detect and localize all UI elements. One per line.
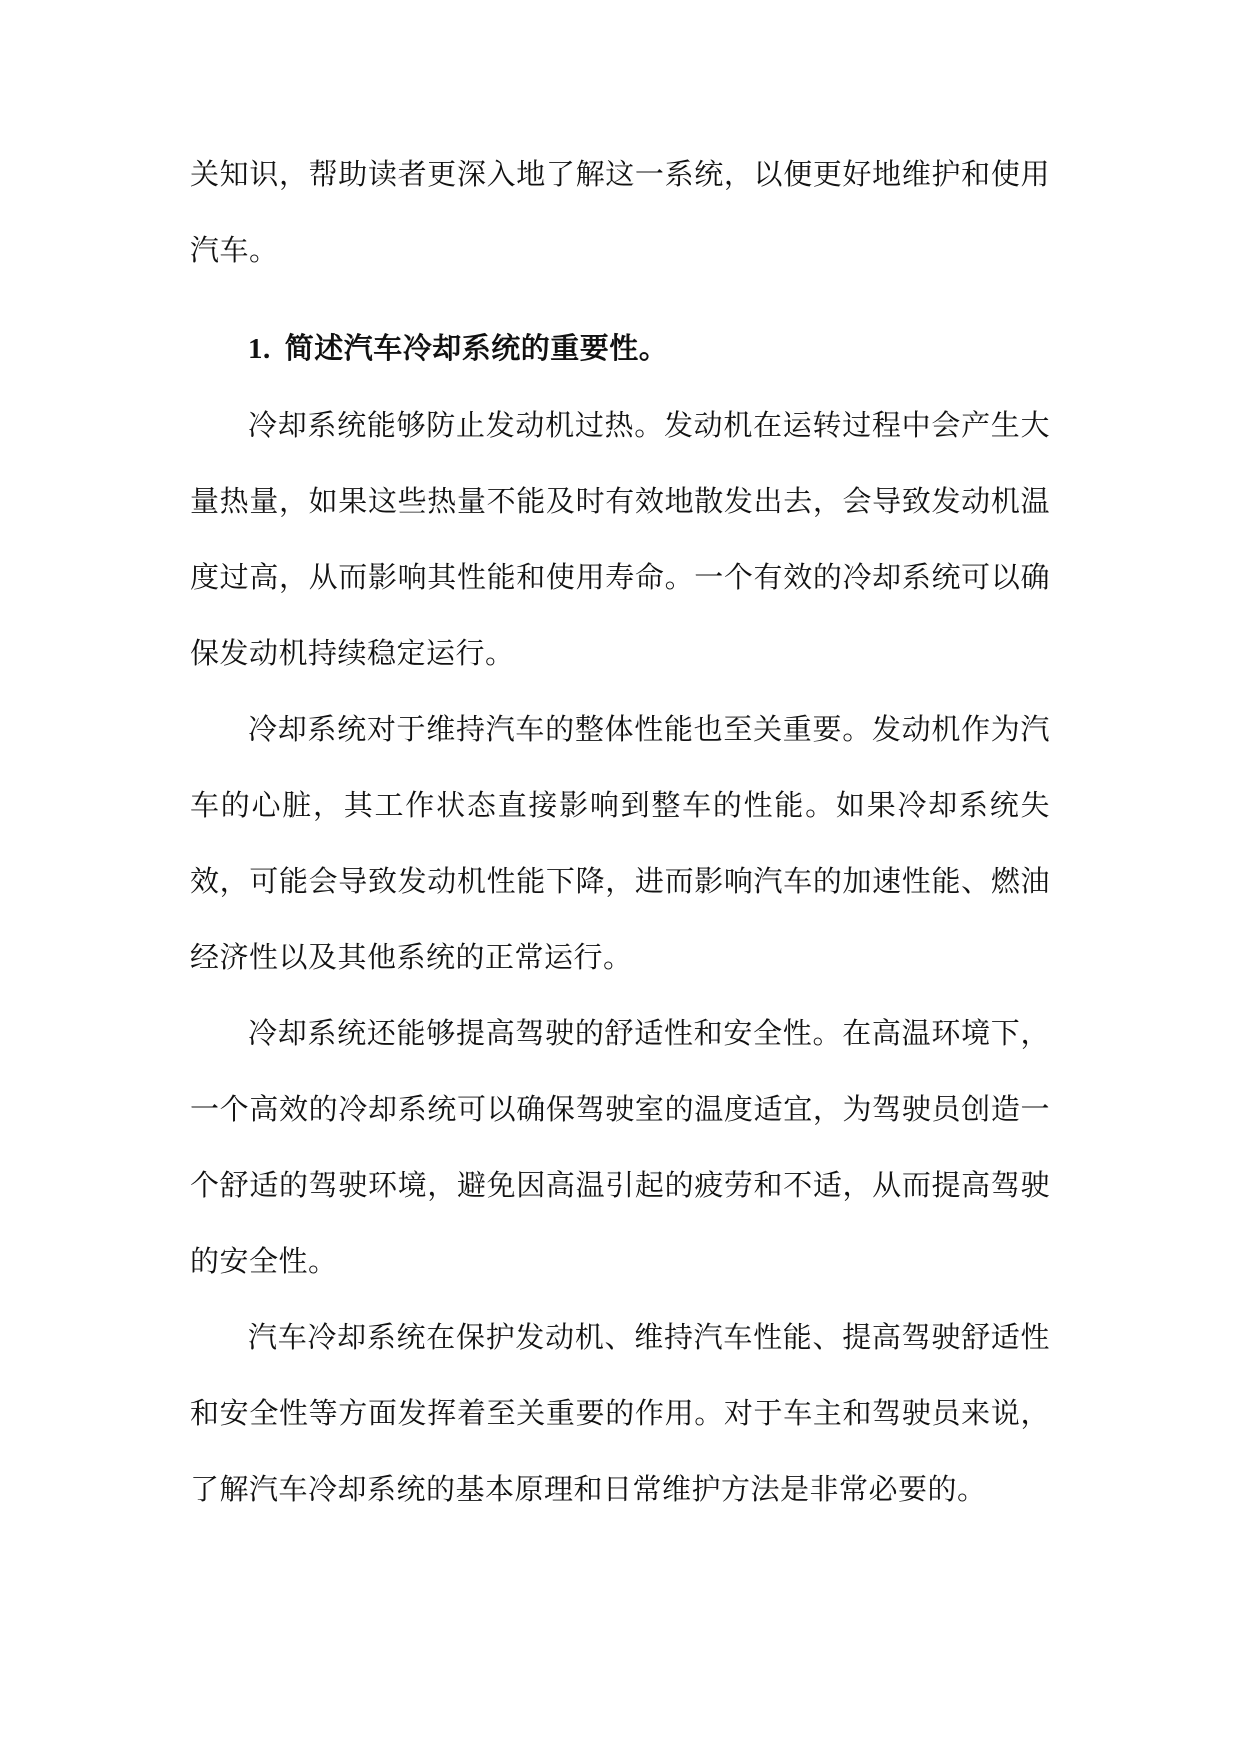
- document-body: [190, 136, 1050, 1527]
- body-paragraph-2: 冷却系统对于维持汽车的整体性能也至关重要。发动机作为汽车的心脏，其工作状态直接影响到整车的性能。如果冷却系统失效，可能会导致发动机性能下降，进而影响汽车的加速性能、燃油经济性以及其他系统的正常运行。: [190, 712, 1050, 974]
- section-number: 1.: [248, 333, 271, 365]
- body-paragraph-3: 冷却系统还能够提高驾驶的舒适性和安全性。在高温环境下，一个高效的冷却系统可以确保驾驶室的温度适宜，为驾驶员创造一个舒适的驾驶环境，避免因高温引起的疲劳和不适，从而提高驾驶的安全性。: [190, 1016, 1050, 1278]
- section-heading: [190, 310, 1050, 387]
- section-title: 简述汽车冷却系统的重要性。: [284, 331, 669, 365]
- intro-continuation-paragraph: 关知识，帮助读者更深入地了解这一系统，以便更好地维护和使用汽车。: [190, 157, 1050, 267]
- body-paragraph-1: 冷却系统能够防止发动机过热。发动机在运转过程中会产生大量热量，如果这些热量不能及时有效地散发出去，会导致发动机温度过高，从而影响其性能和使用寿命。一个有效的冷却系统可以确保发动机持续稳定运行。: [190, 408, 1050, 670]
- body-paragraph-4: 汽车冷却系统在保护发动机、维持汽车性能、提高驾驶舒适性和安全性等方面发挥着至关重要的作用。对于车主和驾驶员来说，了解汽车冷却系统的基本原理和日常维护方法是非常必要的。: [190, 1320, 1050, 1506]
